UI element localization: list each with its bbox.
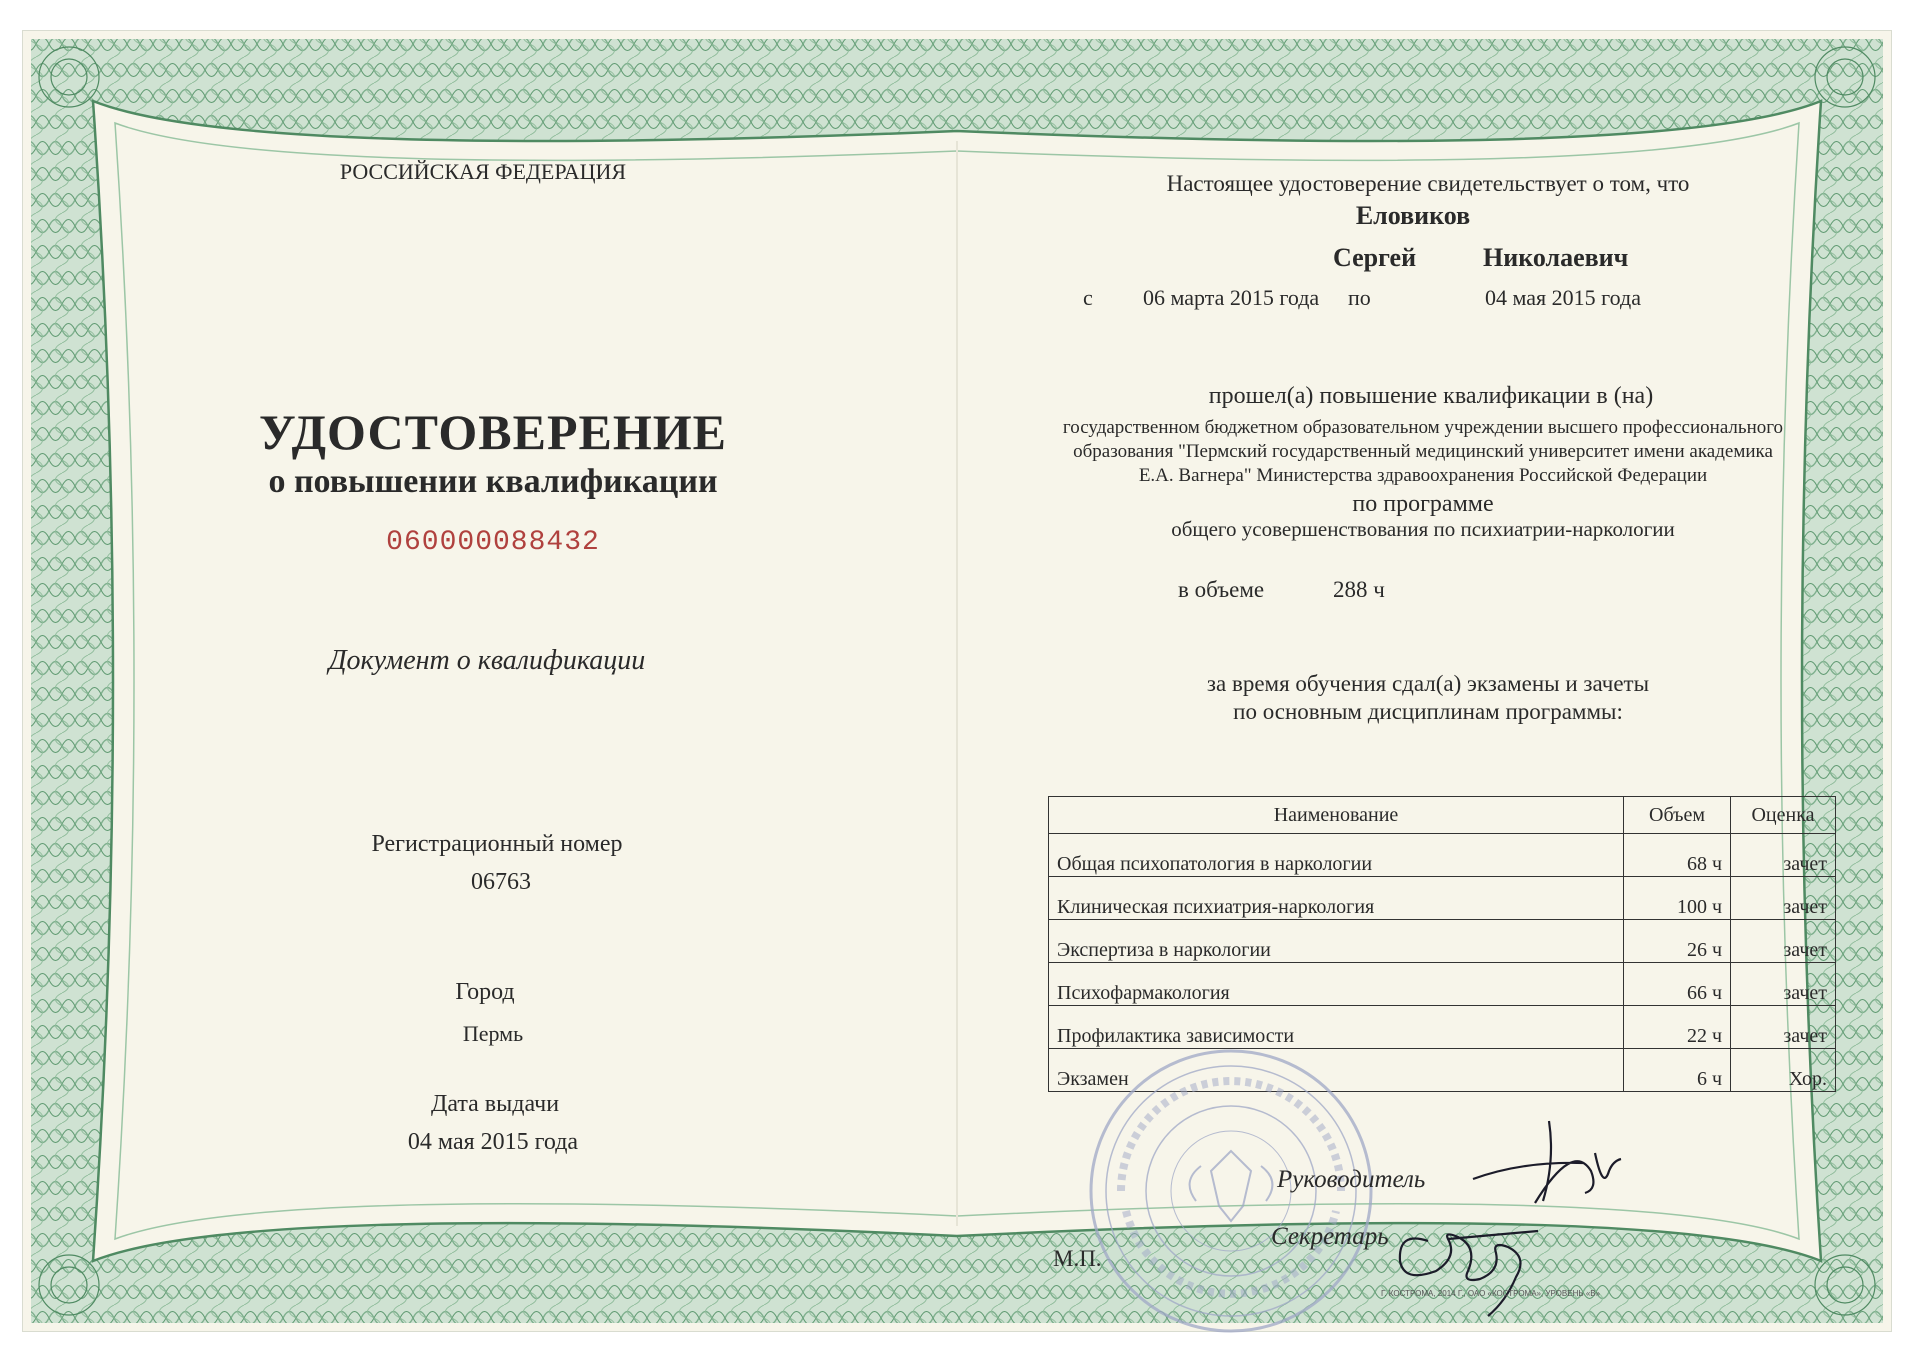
to-date: 04 мая 2015 года (1485, 285, 1641, 310)
discipline-grade: зачет (1731, 834, 1836, 877)
stamp-place-label: М.П. (1053, 1246, 1102, 1271)
discipline-name: Экспертиза в наркологии (1049, 920, 1624, 963)
discipline-volume: 100 ч (1624, 877, 1731, 920)
institution-line-2: образования "Пермский государственный медицинский университет имени академика (1073, 441, 1773, 462)
secretary-signature (1388, 1191, 1558, 1321)
secretary-label: Секретарь (1271, 1223, 1389, 1250)
from-date: 06 марта 2015 года (1143, 285, 1320, 310)
serial-number: 060000088432 (386, 527, 600, 558)
discipline-grade: зачет (1731, 877, 1836, 920)
intro-text: Настоящее удостоверение свидетельствует о том, что (1166, 171, 1690, 196)
registration-number: 06763 (471, 869, 531, 895)
document-type: Документ о квалификации (328, 645, 646, 676)
to-label: по (1348, 285, 1371, 310)
head-label: Руководитель (1277, 1166, 1426, 1193)
discipline-name: Профилактика зависимости (1049, 1006, 1624, 1049)
institution-line-3: Е.А. Вагнера" Министерства здравоохранения Российской Федерации (1138, 465, 1708, 486)
printer-imprint: Г. КОСТРОМА, 2014 Г., ОАО «КОСТРОМА», УРОВЕНЬ «В» (1381, 1289, 1601, 1298)
table-row (1049, 877, 1836, 920)
holder-patronymic: Николаевич (1483, 243, 1629, 272)
discipline-volume: 26 ч (1624, 920, 1731, 963)
column-header-grade: Оценка (1731, 797, 1836, 834)
document-subtitle: о повышении квалификации (268, 463, 718, 500)
city-value: Пермь (462, 1021, 524, 1046)
program-name: общего усовершенствования по психиатрии-наркологии (1171, 517, 1675, 541)
holder-surname: Еловиков (1355, 201, 1471, 230)
holder-first-name: Сергей (1333, 243, 1417, 272)
column-header-volume: Объем (1624, 797, 1731, 834)
registration-label: Регистрационный номер (371, 831, 623, 857)
issue-date-label: Дата выдачи (430, 1091, 560, 1117)
from-label: с (1083, 285, 1093, 310)
table-row (1049, 834, 1836, 877)
issue-date: 04 мая 2015 года (407, 1129, 579, 1155)
institution-line-1: государственном бюджетном образовательном учреждении высшего профессионального (1062, 417, 1784, 438)
city-label: Город (455, 979, 515, 1005)
discipline-name: Общая психопатология в наркологии (1049, 834, 1624, 877)
discipline-volume: 22 ч (1624, 1006, 1731, 1049)
completed-text: прошел(а) повышение квалификации в (на) (1208, 383, 1654, 409)
volume-value: 288 ч (1333, 577, 1385, 602)
table-row (1049, 963, 1836, 1006)
discipline-grade: Хор. (1731, 1049, 1836, 1092)
certificate-sheet (22, 30, 1892, 1332)
program-label: по программе (1352, 491, 1494, 517)
discipline-grade: зачет (1731, 920, 1836, 963)
discipline-volume: 68 ч (1624, 834, 1731, 877)
table-row (1049, 920, 1836, 963)
document-title: УДОСТОВЕРЕНИЕ (259, 404, 727, 460)
country-name: РОССИЙСКАЯ ФЕДЕРАЦИЯ (339, 159, 627, 184)
column-header-name: Наименование (1049, 797, 1624, 834)
volume-label: в объеме (1178, 577, 1265, 602)
discipline-name: Психофармакология (1049, 963, 1624, 1006)
exams-line-1: за время обучения сдал(а) экзамены и зачеты (1206, 671, 1650, 696)
discipline-volume: 6 ч (1624, 1049, 1731, 1092)
discipline-volume: 66 ч (1624, 963, 1731, 1006)
discipline-grade: зачет (1731, 1006, 1836, 1049)
exams-line-2: по основным дисциплинам программы: (1233, 699, 1623, 724)
table-header-row (1049, 797, 1836, 834)
discipline-name: Экзамен (1049, 1049, 1624, 1092)
discipline-name: Клиническая психиатрия-наркология (1049, 877, 1624, 920)
discipline-grade: зачет (1731, 963, 1836, 1006)
